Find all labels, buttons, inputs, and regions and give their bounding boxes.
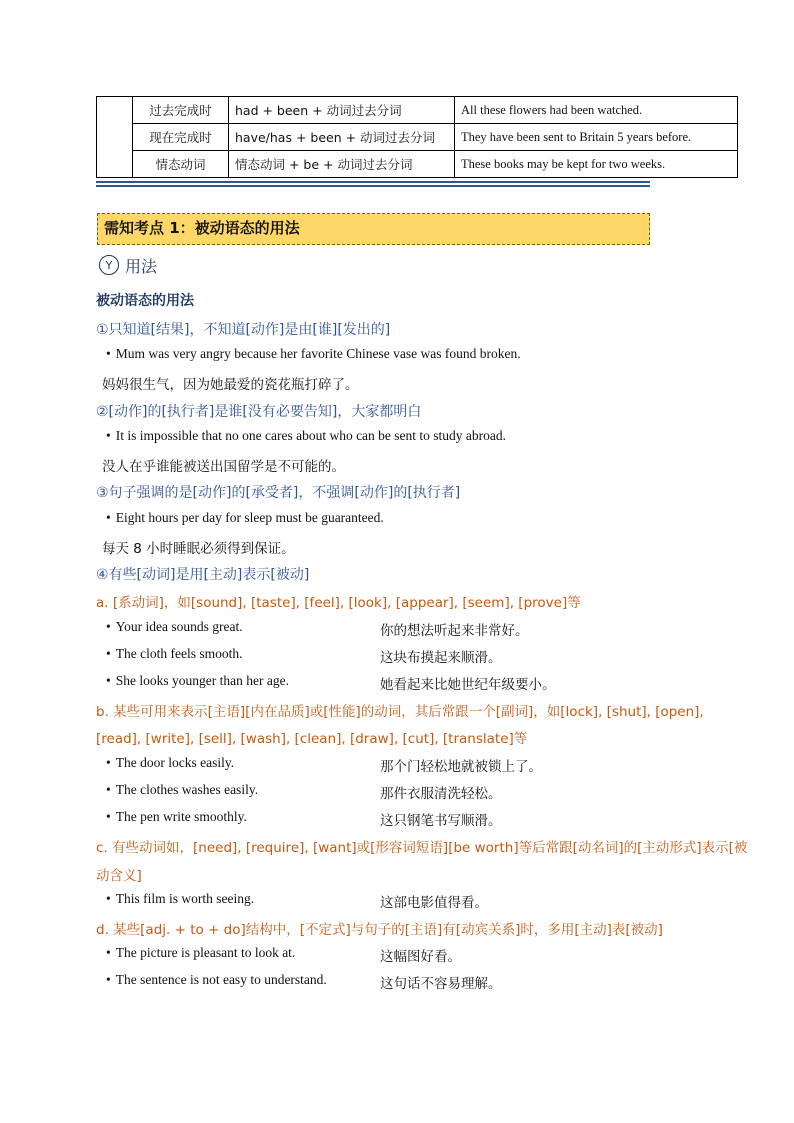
example-zh: 这部电影值得看。 (380, 895, 488, 911)
example-zh: 这只钢笔书写顺滑。 (380, 813, 502, 829)
table-cell-example: All these flowers had been watched. (455, 97, 738, 124)
usage-header (99, 252, 157, 278)
table-row (97, 151, 738, 178)
section-title-box: 需知考点 1：被动语态的用法 (97, 213, 650, 245)
sub-title: d. 某些[adj. + to + do]结构中，[不定式]与句子的[主语]有[动宾关系]时，多用[主动]表[被动] (96, 922, 663, 938)
point-title: ④有些[动词]是用[主动]表示[被动] (96, 567, 310, 583)
point-title: ②[动作]的[执行者]是谁[没有必要告知]，大家都明白 (96, 404, 422, 420)
example-zh: 那个门轻松地就被锁上了。 (380, 759, 542, 775)
table-row (97, 97, 738, 124)
example-en: • The sentence is not easy to understand. (106, 972, 327, 988)
sub-title-cont: [read], [write], [sell], [wash], [clean], [draw], [cut], [translate]等 (96, 731, 528, 747)
table-cell-tense: 现在完成时 (133, 124, 229, 151)
example-en: • Eight hours per day for sleep must be guaranteed. (106, 510, 384, 526)
example-zh: 这块布摸起来顺滑。 (380, 650, 502, 666)
example-en: • The door locks easily. (106, 755, 234, 771)
example-zh: 妈妈很生气，因为她最爱的瓷花瓶打碎了。 (102, 377, 359, 393)
usage-icon: Y (99, 255, 119, 275)
example-en: • The clothes washes easily. (106, 782, 258, 798)
example-en: • Your idea sounds great. (106, 619, 243, 635)
point-title: ③句子强调的是[动作]的[承受者]，不强调[动作]的[执行者] (96, 485, 461, 501)
example-en: • The pen write smoothly. (106, 809, 247, 825)
table-cell-example: They have been sent to Britain 5 years before. (455, 124, 738, 151)
table-row (97, 124, 738, 151)
usage-label: 用法 (125, 256, 158, 276)
example-zh: 你的想法听起来非常好。 (380, 623, 529, 639)
example-en: • The picture is pleasant to look at. (106, 945, 295, 961)
sub-title: b. 某些可用来表示[主语][内在品质]或[性能]的动词，其后常跟一个[副词]，如[lock], [shut], [open], (96, 704, 704, 720)
divider-line (96, 181, 650, 183)
table-cell-tense: 过去完成时 (133, 97, 229, 124)
divider-line (96, 185, 650, 187)
table-cell-structure: have/has + been + 动词过去分词 (229, 124, 455, 151)
sub-title: c. 有些动词如，[need], [require], [want]或[形容词短语][be worth]等后常跟[动名词]的[主动形式]表示[被 (96, 840, 748, 856)
example-zh: 她看起来比她世纪年级要小。 (380, 677, 556, 693)
sub-title-cont: 动含义] (96, 868, 142, 884)
example-zh: 每天 8 小时睡眠必须得到保证。 (102, 541, 295, 557)
example-en: • It is impossible that no one cares about who can be sent to study abroad. (106, 428, 506, 444)
example-en: • Mum was very angry because her favorite Chinese vase was found broken. (106, 346, 521, 362)
grammar-table (96, 96, 738, 178)
example-zh: 这幅图好看。 (380, 949, 461, 965)
table-cell-tense: 情态动词 (133, 151, 229, 178)
table-cell-structure: 情态动词 + be + 动词过去分词 (229, 151, 455, 178)
table-cell-blank (97, 97, 133, 178)
example-en: • The cloth feels smooth. (106, 646, 242, 662)
example-en: • This film is worth seeing. (106, 891, 254, 907)
example-zh: 没人在乎谁能被送出国留学是不可能的。 (102, 459, 345, 475)
example-zh: 那件衣服清洗轻松。 (380, 786, 502, 802)
sub-title: a. [系动词]，如[sound], [taste], [feel], [look], [appear], [seem], [prove]等 (96, 595, 581, 611)
section-heading: 被动语态的用法 (96, 293, 194, 309)
point-title: ①只知道[结果]，不知道[动作]是由[谁][发出的] (96, 322, 391, 338)
table-cell-example: These books may be kept for two weeks. (455, 151, 738, 178)
example-en: • She looks younger than her age. (106, 673, 289, 689)
example-zh: 这句话不容易理解。 (380, 976, 502, 992)
table-cell-structure: had + been + 动词过去分词 (229, 97, 455, 124)
